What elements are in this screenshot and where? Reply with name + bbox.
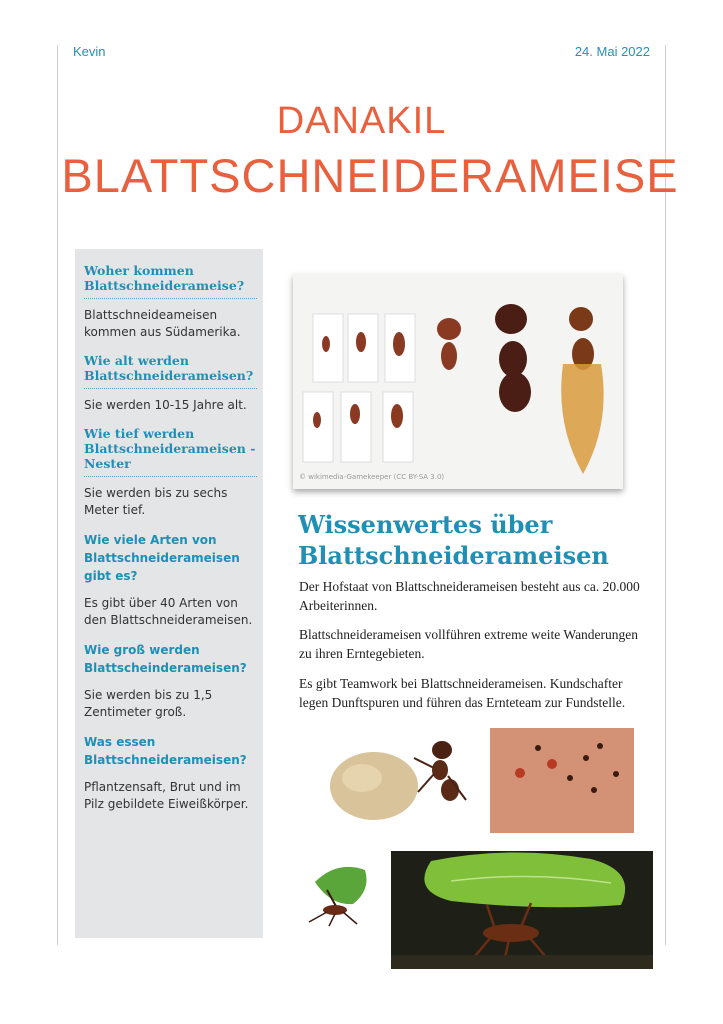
sidebar-question: Was essen Blattschneiderameisen? (84, 735, 247, 767)
ant-trail-photo (490, 728, 634, 833)
paragraph-3: Es gibt Teamwork bei Blattschneiderameisen. Kundschafter legen Dunftspuren und führen das Ernteteam zur Fundstelle. (299, 676, 626, 710)
image-credit: © wikimedia-Gamekeeper (CC BY-SA 3.0) (299, 473, 445, 481)
sidebar-question: Wie tief werden Blattschneiderameisen - Nester (84, 426, 257, 477)
paragraph-1: Der Hofstaat von Blattschneiderameisen besteht aus ca. 20.000 Arbeiterinnen. (299, 579, 640, 613)
ant-castes-illustration (293, 274, 623, 489)
sidebar-question: Wie viele Arten von Blattschneiderameisen gibt es? (84, 533, 240, 583)
sidebar-question: Wie groß werden Blattscheinderameisen? (84, 643, 247, 675)
sidebar-facts (75, 249, 263, 938)
ant-with-fungus-photo (322, 728, 470, 828)
ant-castes-photo (293, 274, 623, 489)
sidebar-answer: Blattschneideameisen kommen aus Südamerika. (84, 308, 241, 339)
sidebar-answer: Sie werden bis zu sechs Meter tief. (84, 486, 228, 517)
ant-carrying-leaf-photo (297, 860, 379, 928)
header-date: 24. Mai 2022 (574, 44, 650, 59)
title-line-2: BLATTSCHNEIDERAMEISE (61, 149, 679, 202)
sidebar-answer: Sie werden bis zu 1,5 Zentimeter groß. (84, 688, 213, 719)
sidebar-answer: Es gibt über 40 Arten von den Blattschneiderameisen. (84, 596, 253, 627)
title-line-1: DANAKIL (276, 100, 447, 142)
sidebar-question: Woher kommen Blattschneiderameise? (84, 263, 257, 299)
paragraph-2: Blattschneiderameisen vollführen extreme weite Wanderungen zu ihren Erntegebieten. (299, 627, 639, 661)
sidebar-answer: Sie werden 10-15 Jahre alt. (84, 398, 247, 412)
sidebar-question: Wie alt werden Blattschneiderameisen? (84, 353, 257, 389)
sidebar-answer: Pflantzensaft, Brut und im Pilz gebildete Eiweißkörper. (84, 780, 249, 811)
header-author: Kevin (73, 44, 106, 59)
section-heading: Wissenwertes über Blattschneiderameisen (298, 510, 609, 570)
ants-leaf-closeup-photo (391, 851, 653, 969)
